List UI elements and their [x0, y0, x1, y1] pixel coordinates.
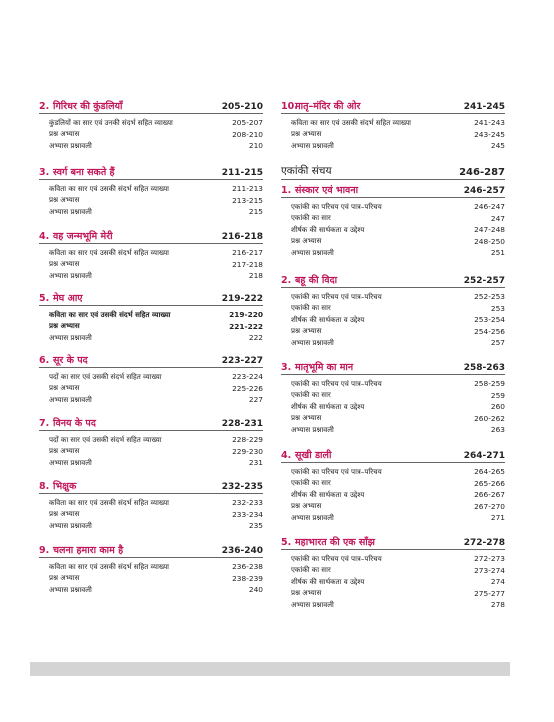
subentry-label: एकांकी का परिचय एवं पात्र–परिचय [291, 378, 382, 388]
subentry-page: 266-267 [474, 490, 505, 500]
chapter-number: 3. [281, 362, 292, 373]
subentry-label: प्रश्न अभ्यास [49, 259, 80, 269]
toc-subentry[interactable] [39, 520, 263, 532]
subentry-page: 233-234 [232, 509, 263, 519]
chapter-header[interactable] [281, 271, 505, 288]
toc-subentry[interactable] [39, 321, 263, 333]
subentry-page: 275-277 [474, 588, 505, 598]
subentry-label: एकांकी का परिचय एवं पात्र–परिचय [291, 201, 382, 211]
subentry-page: 216-217 [232, 248, 263, 258]
subentry-page: 238-239 [232, 573, 263, 583]
toc-subentry[interactable] [281, 213, 505, 225]
subentry-label: कविता का सार एवं उसकी संदर्भ सहित व्याख्या [49, 247, 170, 257]
subentry-page: 229-230 [232, 446, 263, 456]
chapter-title: स्वर्ग बना सकते हैं [53, 167, 115, 178]
chapter-title: गिरिधर की कुंडलियाँ [53, 101, 123, 112]
subentry-label: प्रश्न अभ्यास [291, 588, 322, 598]
subentry-label: प्रश्न अभ्यास [49, 446, 80, 456]
toc-subentry[interactable] [39, 383, 263, 395]
toc-subentry[interactable] [39, 509, 263, 521]
subentry-label: अभ्यास प्रश्नावली [291, 424, 334, 434]
subentry-page: 217-218 [232, 259, 263, 269]
subentry-label: अभ्यास प्रश्नावली [49, 206, 92, 216]
chapter-title: संस्कार एवं भावना [295, 185, 359, 196]
toc-subentry[interactable] [281, 576, 505, 588]
chapter-header[interactable] [281, 533, 505, 550]
chapter-entry [39, 227, 263, 282]
chapter-number: 4. [39, 231, 50, 242]
section-title: एकांकी संचय [281, 165, 332, 177]
subentry-label: प्रश्न अभ्यास [291, 501, 322, 511]
chapter-page-range: 236-240 [221, 546, 263, 556]
chapter-title: महाभारत की एक साँझ [295, 537, 375, 548]
chapter-number: 1. [281, 185, 292, 196]
subentry-page: 246-247 [474, 202, 505, 212]
subentry-page: 273-274 [474, 565, 505, 575]
chapter-page-range: 232-235 [221, 482, 263, 492]
chapter-page-range: 211-215 [221, 168, 263, 178]
toc-subentry[interactable] [281, 413, 505, 425]
chapter-header[interactable] [39, 477, 263, 494]
subentry-label: एकांकी का सार [291, 478, 331, 488]
subentry-label: प्रश्न अभ्यास [291, 413, 322, 423]
chapter-header[interactable] [39, 227, 263, 244]
subentry-label: शीर्षक की सार्थकता व उद्देश्य [291, 576, 365, 586]
chapter-title: मातृभूमि का मान [295, 362, 354, 373]
chapter-header[interactable] [39, 289, 263, 306]
chapter-number: 5. [281, 537, 292, 548]
subentry-page: 222 [248, 333, 263, 343]
section-page-range: 246-287 [459, 167, 505, 178]
toc-subentry[interactable] [39, 259, 263, 271]
subentry-page: 240 [248, 585, 263, 595]
chapter-page-range: 219-222 [221, 294, 263, 304]
toc-subentry[interactable] [281, 501, 505, 513]
subentry-label: प्रश्न अभ्यास [49, 573, 80, 583]
subentry-label: अभ्यास प्रश्नावली [49, 457, 92, 467]
toc-subentry[interactable] [281, 129, 505, 141]
subentry-page: 259 [490, 390, 505, 400]
toc-subentry[interactable] [281, 291, 505, 303]
subentry-page: 247-248 [474, 225, 505, 235]
chapter-number: 2. [39, 101, 50, 112]
toc-subentry[interactable] [39, 371, 263, 383]
chapter-entry [39, 163, 263, 218]
chapter-entry [281, 358, 505, 436]
chapter-entry [39, 541, 263, 596]
subentry-page: 252-253 [474, 292, 505, 302]
chapter-header[interactable] [281, 97, 505, 114]
chapter-title: वह जन्मभूमि मेरी [53, 231, 113, 242]
chapter-title: चलना हमारा काम है [53, 545, 124, 556]
chapter-header[interactable] [39, 414, 263, 431]
toc-subentry[interactable] [39, 584, 263, 596]
chapter-entry [39, 289, 263, 344]
toc-subentry[interactable] [281, 140, 505, 152]
subentry-page: 257 [490, 338, 505, 348]
chapter-entry [39, 414, 263, 469]
toc-subentry[interactable] [281, 117, 505, 129]
toc-subentry[interactable] [39, 446, 263, 458]
subentry-label: अभ्यास प्रश्नावली [291, 512, 334, 522]
toc-subentry[interactable] [39, 206, 263, 218]
subentry-label: अभ्यास प्रश्नावली [291, 140, 334, 150]
toc-subentry[interactable] [39, 561, 263, 573]
toc-subentry[interactable] [281, 378, 505, 390]
toc-subentry[interactable] [281, 489, 505, 501]
subentry-label: शीर्षक की सार्थकता व उद्देश्य [291, 314, 365, 324]
toc-subentry[interactable] [281, 201, 505, 213]
subentry-page: 263 [490, 425, 505, 435]
chapter-page-range: 241-245 [463, 102, 505, 112]
subentry-label: पदों का सार एवं उसकी संदर्भ सहित व्याख्या [49, 434, 162, 444]
toc-subentry[interactable] [281, 236, 505, 248]
subentry-page: 227 [248, 395, 263, 405]
chapter-title: भिक्षुक [53, 481, 77, 492]
subentry-label: प्रश्न अभ्यास [291, 236, 322, 246]
toc-subentry[interactable] [281, 553, 505, 565]
chapter-page-range: 228-231 [221, 419, 263, 429]
subentry-label: प्रश्न अभ्यास [49, 383, 80, 393]
chapter-title: विनय के पद [53, 418, 96, 429]
toc-subentry[interactable] [281, 247, 505, 259]
chapter-page-range: 272-278 [463, 538, 505, 548]
toc-subentry[interactable] [281, 224, 505, 236]
subentry-label: पदों का सार एवं उसकी संदर्भ सहित व्याख्या [49, 371, 162, 381]
toc-subentry[interactable] [39, 434, 263, 446]
subentry-page: 213-215 [232, 195, 263, 205]
subentry-label: एकांकी का परिचय एवं पात्र–परिचय [291, 466, 382, 476]
subentry-label: अभ्यास प्रश्नावली [49, 584, 92, 594]
subentry-page: 221-222 [229, 321, 263, 331]
subentry-label: एकांकी का सार [291, 303, 331, 313]
chapter-entry [39, 477, 263, 532]
subentry-label: प्रश्न अभ्यास [49, 129, 80, 139]
subentry-label: एकांकी का सार [291, 565, 331, 575]
subentry-label: अभ्यास प्रश्नावली [49, 332, 92, 342]
subentry-page: 215 [248, 207, 263, 217]
toc-subentry[interactable] [281, 401, 505, 413]
subentry-page: 231 [248, 458, 263, 468]
subentry-page: 265-266 [474, 478, 505, 488]
subentry-page: 241-243 [474, 118, 505, 128]
subentry-label: एकांकी का सार [291, 390, 331, 400]
toc-subentry[interactable] [281, 478, 505, 490]
subentry-label: शीर्षक की सार्थकता व उद्देश्य [291, 224, 365, 234]
subentry-page: 267-270 [474, 501, 505, 511]
toc-subentry[interactable] [39, 457, 263, 469]
subentry-label: अभ्यास प्रश्नावली [49, 520, 92, 530]
footer-bar [30, 662, 510, 676]
subentry-label: अभ्यास प्रश्नावली [291, 247, 334, 257]
toc-subentry[interactable] [39, 497, 263, 509]
subentry-label: शीर्षक की सार्थकता व उद्देश्य [291, 401, 365, 411]
subentry-page: 245 [490, 141, 505, 151]
chapter-number: 10. [281, 101, 298, 112]
chapter-header[interactable] [281, 181, 505, 198]
chapter-title: सूखी डाली [295, 450, 332, 461]
chapter-page-range: 216-218 [221, 232, 263, 242]
subentry-page: 278 [490, 600, 505, 610]
chapter-entry [281, 181, 505, 259]
toc-subentry[interactable] [281, 424, 505, 436]
subentry-page: 264-265 [474, 467, 505, 477]
subentry-page: 251 [490, 248, 505, 258]
subentry-page: 274 [490, 577, 505, 587]
subentry-page: 248-250 [474, 236, 505, 246]
toc-subentry[interactable] [39, 332, 263, 344]
chapter-title: मेघ आए [53, 293, 83, 304]
subentry-label: अभ्यास प्रश्नावली [49, 394, 92, 404]
chapter-entry [281, 533, 505, 611]
section-heading [281, 162, 505, 180]
subentry-page: 211-213 [232, 184, 263, 194]
toc-subentry[interactable] [281, 314, 505, 326]
toc-subentry[interactable] [281, 599, 505, 611]
subentry-page: 260 [490, 402, 505, 412]
subentry-label: कविता का सार एवं उसकी संदर्भ सहित व्याख्या [49, 561, 170, 571]
toc-subentry[interactable] [281, 337, 505, 349]
subentry-page: 260-262 [474, 413, 505, 423]
subentry-label: एकांकी का सार [291, 213, 331, 223]
toc-subentry[interactable] [39, 129, 263, 141]
chapter-header[interactable] [39, 541, 263, 558]
subentry-page: 235 [248, 521, 263, 531]
chapter-page-range: 246-257 [463, 186, 505, 196]
subentry-label: अभ्यास प्रश्नावली [291, 599, 334, 609]
chapter-page-range: 252-257 [463, 276, 505, 286]
subentry-label: कविता का सार एवं उसकी संदर्भ सहित व्याख्या [49, 497, 170, 507]
subentry-label: प्रश्न अभ्यास [291, 326, 322, 336]
subentry-label: कविता का सार एवं उसकी संदर्भ सहित व्याख्या [49, 183, 170, 193]
subentry-page: 232-233 [232, 498, 263, 508]
subentry-page: 236-238 [232, 562, 263, 572]
toc-subentry[interactable] [39, 573, 263, 585]
chapter-header[interactable] [39, 97, 263, 114]
subentry-label: एकांकी का परिचय एवं पात्र–परिचय [291, 553, 382, 563]
subentry-page: 219-220 [229, 310, 263, 320]
toc-subentry[interactable] [281, 565, 505, 577]
chapter-entry [39, 97, 263, 152]
subentry-label: प्रश्न अभ्यास [49, 195, 80, 205]
toc-subentry[interactable] [39, 195, 263, 207]
chapter-number: 9. [39, 545, 50, 556]
subentry-label: अभ्यास प्रश्नावली [49, 270, 92, 280]
subentry-page: 254-256 [474, 326, 505, 336]
chapter-number: 4. [281, 450, 292, 461]
chapter-page-range: 264-271 [463, 451, 505, 461]
toc-subentry[interactable] [281, 466, 505, 478]
subentry-label: प्रश्न अभ्यास [49, 509, 80, 519]
chapter-page-range: 205-210 [221, 102, 263, 112]
subentry-page: 210 [248, 141, 263, 151]
subentry-label: एकांकी का परिचय एवं पात्र–परिचय [291, 291, 382, 301]
subentry-label: कविता का सार एवं उसकी संदर्भ सहित व्याख्या [291, 117, 412, 127]
toc-subentry[interactable] [39, 309, 263, 321]
chapter-page-range: 258-263 [463, 363, 505, 373]
subentry-label: कविता का सार एवं उसकी संदर्भ सहित व्याख्या [49, 309, 171, 319]
toc-subentry[interactable] [39, 270, 263, 282]
chapter-title: बहू की विदा [295, 275, 338, 286]
chapter-entry [281, 97, 505, 152]
chapter-header[interactable] [281, 446, 505, 463]
subentry-page: 223-224 [232, 372, 263, 382]
chapter-entry [281, 271, 505, 349]
subentry-page: 253 [490, 303, 505, 313]
toc-subentry[interactable] [281, 326, 505, 338]
chapter-title: सूर के पद [53, 355, 88, 366]
subentry-page: 272-273 [474, 554, 505, 564]
section-header [281, 162, 505, 180]
chapter-title: मातृ–मंदिर की ओर [295, 101, 361, 112]
chapter-number: 5. [39, 293, 50, 304]
subentry-page: 247 [490, 213, 505, 223]
chapter-number: 8. [39, 481, 50, 492]
chapter-entry [39, 351, 263, 406]
subentry-page: 218 [248, 271, 263, 281]
subentry-page: 205-207 [232, 118, 263, 128]
chapter-header[interactable] [39, 163, 263, 180]
toc-subentry[interactable] [281, 390, 505, 402]
chapter-number: 3. [39, 167, 50, 178]
toc-subentry[interactable] [281, 588, 505, 600]
toc-subentry[interactable] [281, 303, 505, 315]
chapter-number: 2. [281, 275, 292, 286]
subentry-label: अभ्यास प्रश्नावली [291, 337, 334, 347]
subentry-label: कुंडलियों का सार एवं उनकी संदर्भ सहित व्याख्या [49, 117, 173, 127]
subentry-page: 228-229 [232, 435, 263, 445]
subentry-page: 253-254 [474, 315, 505, 325]
chapter-number: 6. [39, 355, 50, 366]
toc-subentry[interactable] [39, 394, 263, 406]
toc-subentry[interactable] [281, 512, 505, 524]
toc-subentry[interactable] [39, 140, 263, 152]
toc-subentry[interactable] [39, 247, 263, 259]
toc-subentry[interactable] [39, 117, 263, 129]
subentry-label: प्रश्न अभ्यास [291, 129, 322, 139]
subentry-page: 208-210 [232, 129, 263, 139]
chapter-header[interactable] [39, 351, 263, 368]
toc-subentry[interactable] [39, 183, 263, 195]
subentry-label: प्रश्न अभ्यास [49, 321, 80, 331]
chapter-entry [281, 446, 505, 524]
subentry-label: अभ्यास प्रश्नावली [49, 140, 92, 150]
chapter-number: 7. [39, 418, 50, 429]
chapter-page-range: 223-227 [221, 356, 263, 366]
subentry-page: 258-259 [474, 379, 505, 389]
subentry-page: 243-245 [474, 129, 505, 139]
subentry-page: 271 [490, 513, 505, 523]
subentry-page: 225-226 [232, 383, 263, 393]
subentry-label: शीर्षक की सार्थकता व उद्देश्य [291, 489, 365, 499]
chapter-header[interactable] [281, 358, 505, 375]
